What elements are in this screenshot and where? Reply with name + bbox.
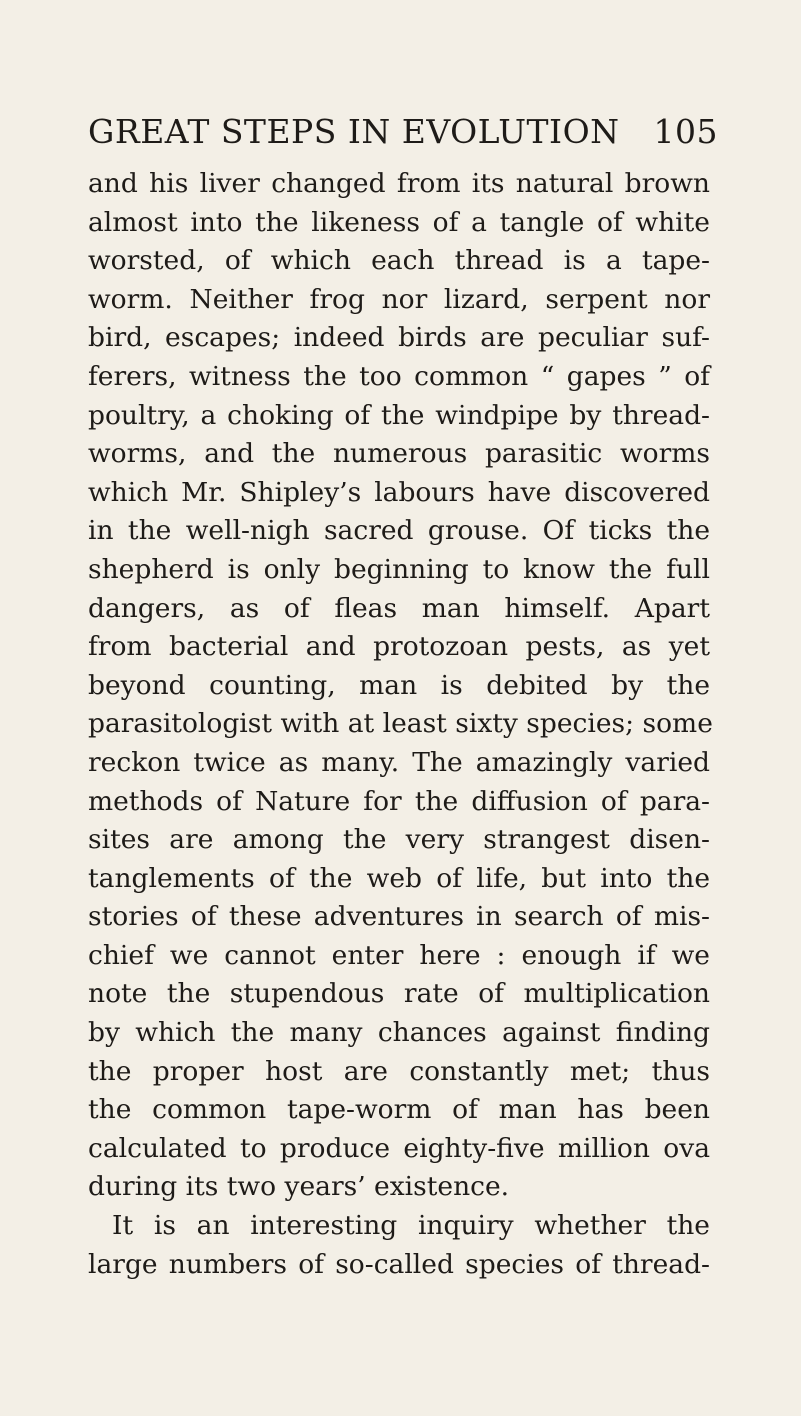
text-line: sites are among the very strangest disen- <box>88 824 710 856</box>
text-line: and his liver changed from its natural brown <box>88 168 710 199</box>
text-line: parasitologist with at least sixty species; some <box>88 708 713 740</box>
text-line: worsted, of which each thread is a tape- <box>88 245 710 277</box>
text-line: bird, escapes; indeed birds are peculiar suf- <box>88 322 710 354</box>
text-line: calculated to produce eighty-five million ova <box>88 1132 710 1164</box>
text-line: worms, and the numerous parasitic worms <box>88 438 710 470</box>
text-line: dangers, as of fleas man himself. Apart <box>88 592 710 624</box>
text-line: chief we cannot enter here : enough if we <box>88 939 710 971</box>
page-number: 105 <box>653 112 718 151</box>
text-line: beyond counting, man is debited by the <box>88 669 710 701</box>
text-line: the proper host are constantly met; thus <box>88 1055 710 1087</box>
text-line: stories of these adventures in search of mis- <box>88 901 710 933</box>
text-line: poultry, a choking of the windpipe by thread- <box>88 399 710 431</box>
text-line: worm. Neither frog nor lizard, serpent nor <box>88 283 710 315</box>
text-line: ferers, witness the too common “ gapes ” of <box>88 360 710 392</box>
text-line: methods of Nature for the diffusion of para- <box>88 785 710 817</box>
text-line: by which the many chances against finding <box>88 1017 710 1049</box>
body-text <box>88 165 713 1284</box>
text-line: which Mr. Shipley’s labours have discovered <box>88 476 710 508</box>
running-title: GREAT STEPS IN EVOLUTION <box>88 112 620 151</box>
text-line: large numbers of so-called species of thread- <box>88 1248 710 1280</box>
paragraph-end-line: during its two years’ existence. <box>88 1171 510 1203</box>
paragraph-start-line: It is an interesting inquiry whether the <box>112 1210 710 1242</box>
text-line: tanglements of the web of life, but into the <box>88 862 710 894</box>
text-line: the common tape-worm of man has been <box>88 1094 710 1126</box>
text-line: in the well-nigh sacred grouse. Of ticks the <box>88 515 710 547</box>
text-line: note the stupendous rate of multiplication <box>88 978 710 1010</box>
text-line: reckon twice as many. The amazingly varied <box>88 746 710 778</box>
running-head <box>88 110 718 154</box>
text-line: shepherd is only beginning to know the full <box>88 553 710 585</box>
text-line: from bacterial and protozoan pests, as yet <box>88 631 710 663</box>
text-line: almost into the likeness of a tangle of white <box>88 206 710 238</box>
